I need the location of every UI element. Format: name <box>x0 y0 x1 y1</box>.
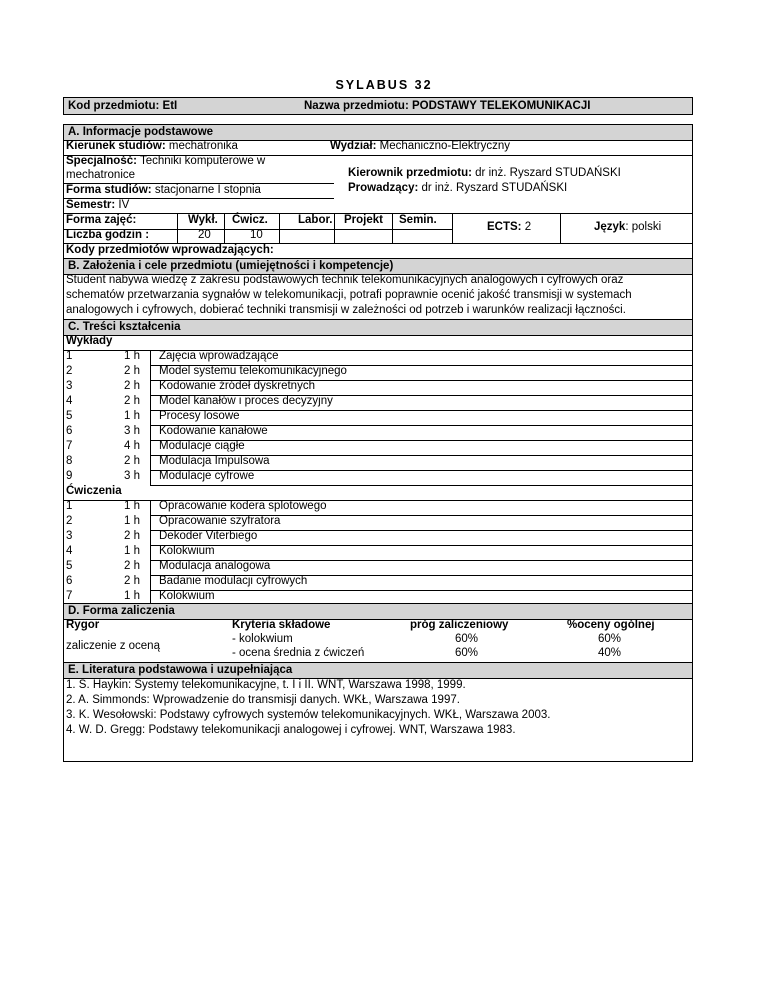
label-forma-zajec: Forma zajęć: <box>66 214 137 226</box>
row-topic: Kodowanie źródeł dyskretnych <box>159 380 315 392</box>
course-row <box>64 395 692 410</box>
row-number: 5 <box>66 410 73 422</box>
field-ects: ECTS: 2 <box>487 221 532 233</box>
row-hours: 1 h <box>124 500 140 512</box>
literature-item-4: 4. W. D. Gregg: Podstawy telekomunikacji analogowej i cyfrowej. WNT, Warszawa 1983. <box>66 724 516 736</box>
course-row <box>64 365 692 380</box>
course-row <box>64 350 692 365</box>
col-rygor: Rygor <box>66 619 100 631</box>
row-number: 6 <box>66 425 73 437</box>
field-forma-studiow: Forma studiów: stacjonarne I stopnia <box>66 184 261 196</box>
row-hours: 1 h <box>124 545 140 557</box>
row-hours: 1 h <box>124 410 140 422</box>
section-b-heading: B. Założenia i cele przedmiotu (umiejętności i kompetencje) <box>64 259 692 274</box>
page-title: SYLABUS 32 <box>335 78 433 92</box>
prog-2: 60% <box>455 647 479 659</box>
field-specjalnosc: Specjalność: Techniki komputerowe w <box>66 155 266 167</box>
row-number: 9 <box>66 470 73 482</box>
row-number: 7 <box>66 440 73 452</box>
course-header-bar <box>63 97 693 115</box>
row-topic: Opracowanie kodera splotowego <box>159 500 327 512</box>
row-topic: Modulacja analogowa <box>159 560 271 572</box>
course-row <box>64 470 692 485</box>
row-hours: 2 h <box>124 395 140 407</box>
course-row <box>64 545 692 560</box>
col-semin: Semin. <box>399 214 437 226</box>
course-row <box>64 530 692 545</box>
row-topic: Kolokwium <box>159 590 215 602</box>
kryterium-1: - kolokwium <box>232 633 293 645</box>
course-row <box>64 500 692 515</box>
course-row <box>64 440 692 455</box>
section-d-heading: D. Forma zaliczenia <box>64 604 692 619</box>
row-topic: Opracowanie szyfratora <box>159 515 281 527</box>
lectures-label: Wykłady <box>66 335 113 347</box>
row-hours: 4 h <box>124 440 140 452</box>
row-number: 8 <box>66 455 73 467</box>
row-number: 3 <box>66 530 73 542</box>
row-topic: Modulacja Impulsowa <box>159 455 270 467</box>
rygor-value: zaliczenie z oceną <box>66 640 160 652</box>
literature-item-3: 3. K. Wesołowski: Podstawy cyfrowych systemów telekomunikacyjnych. WKŁ, Warszawa 2003. <box>66 709 551 721</box>
hours-cwicz: 10 <box>250 229 263 241</box>
course-row <box>64 455 692 470</box>
row-topic: Modulacje cyfrowe <box>159 470 255 482</box>
row-number: 1 <box>66 350 73 362</box>
row-hours: 2 h <box>124 530 140 542</box>
col-labor: Labor. <box>298 214 333 226</box>
row-hours: 3 h <box>124 425 140 437</box>
row-number: 1 <box>66 500 73 512</box>
row-topic: Modulacje ciągłe <box>159 440 245 452</box>
col-kryteria: Kryteria składowe <box>232 619 331 631</box>
row-hours: 2 h <box>124 575 140 587</box>
goals-line-1: Student nabywa wiedzę z zakresu podstawowych technik telekomunikacyjnych analogowych i cyfrowych oraz <box>66 274 624 286</box>
goals-line-2: schematów przetwarzania sygnałów w telekomunikacji, potrafi poprawnie ocenić jakość transmisji w systemach <box>66 289 632 301</box>
row-hours: 2 h <box>124 455 140 467</box>
section-a-heading: A. Informacje podstawowe <box>64 125 692 140</box>
row-topic: Model kanałów i proces decyzyjny <box>159 395 333 407</box>
kryterium-2: - ocena średnia z ćwiczeń <box>232 647 365 659</box>
field-kierownik: Kierownik przedmiotu: dr inż. Ryszard STUDAŃSKI <box>348 167 621 179</box>
field-wydzial: Wydział: Mechaniczno-Elektryczny <box>330 140 511 152</box>
row-hours: 2 h <box>124 560 140 572</box>
col-prog: próg zaliczeniowy <box>410 619 509 631</box>
ocena-1: 60% <box>598 633 622 645</box>
course-row <box>64 515 692 530</box>
row-hours: 1 h <box>124 590 140 602</box>
row-hours: 2 h <box>124 380 140 392</box>
section-c-heading: C. Treści kształcenia <box>64 320 692 335</box>
field-kody: Kody przedmiotów wprowadzających: <box>66 244 274 256</box>
course-row <box>64 410 692 425</box>
course-code: Kod przedmiotu: EtI <box>68 100 178 112</box>
col-ocena: %oceny ogólnej <box>567 619 655 631</box>
row-topic: Kolokwium <box>159 545 215 557</box>
literature-item-1: 1. S. Haykin: Systemy telekomunikacyjne, t. I i II. WNT, Warszawa 1998, 1999. <box>66 679 466 691</box>
field-kierunek: Kierunek studiów: mechatronika <box>66 140 238 152</box>
row-number: 6 <box>66 575 73 587</box>
row-number: 4 <box>66 395 73 407</box>
literature-item-2: 2. A. Simmonds: Wprowadzenie do transmisji danych. WKŁ, Warszawa 1997. <box>66 694 460 706</box>
row-number: 2 <box>66 515 73 527</box>
row-number: 7 <box>66 590 73 602</box>
row-number: 3 <box>66 380 73 392</box>
course-name: Nazwa przedmiotu: PODSTAWY TELEKOMUNIKACJI <box>304 100 591 112</box>
field-prowadzacy: Prowadzący: dr inż. Ryszard STUDAŃSKI <box>348 182 568 194</box>
prog-1: 60% <box>455 633 479 645</box>
course-row <box>64 560 692 575</box>
col-wykl: Wykł. <box>188 214 218 226</box>
row-topic: Procesy losowe <box>159 410 240 422</box>
row-topic: Dekoder Viterbiego <box>159 530 258 542</box>
col-cwicz: Ćwicz. <box>232 214 268 226</box>
row-hours: 1 h <box>124 515 140 527</box>
row-hours: 3 h <box>124 470 140 482</box>
hours-wykl: 20 <box>198 229 211 241</box>
field-jezyk: Język: polski <box>594 221 662 233</box>
row-number: 2 <box>66 365 73 377</box>
course-row <box>64 425 692 440</box>
goals-line-3: analogowych i cyfrowych, dobierać techniki transmisji w zależności od potrzeb i warunków realizacji łączności. <box>66 304 626 316</box>
row-topic: Model systemu telekomunikacyjnego <box>159 365 347 377</box>
field-specjalnosc-cont: mechatronice <box>66 169 136 181</box>
field-semestr: Semestr: IV <box>66 199 130 211</box>
row-topic: Kodowanie kanałowe <box>159 425 268 437</box>
row-number: 5 <box>66 560 73 572</box>
row-number: 4 <box>66 545 73 557</box>
col-projekt: Projekt <box>344 214 383 226</box>
row-topic: Badanie modulacji cyfrowych <box>159 575 308 587</box>
section-e-heading: E. Literatura podstawowa i uzupełniająca <box>64 663 692 678</box>
row-hours: 2 h <box>124 365 140 377</box>
row-topic: Zajęcia wprowadzające <box>159 350 279 362</box>
exercises-label: Ćwiczenia <box>66 485 122 497</box>
course-row <box>64 380 692 395</box>
course-row <box>64 575 692 590</box>
row-hours: 1 h <box>124 350 140 362</box>
label-liczba-godzin: Liczba godzin : <box>66 229 150 241</box>
ocena-2: 40% <box>598 647 622 659</box>
